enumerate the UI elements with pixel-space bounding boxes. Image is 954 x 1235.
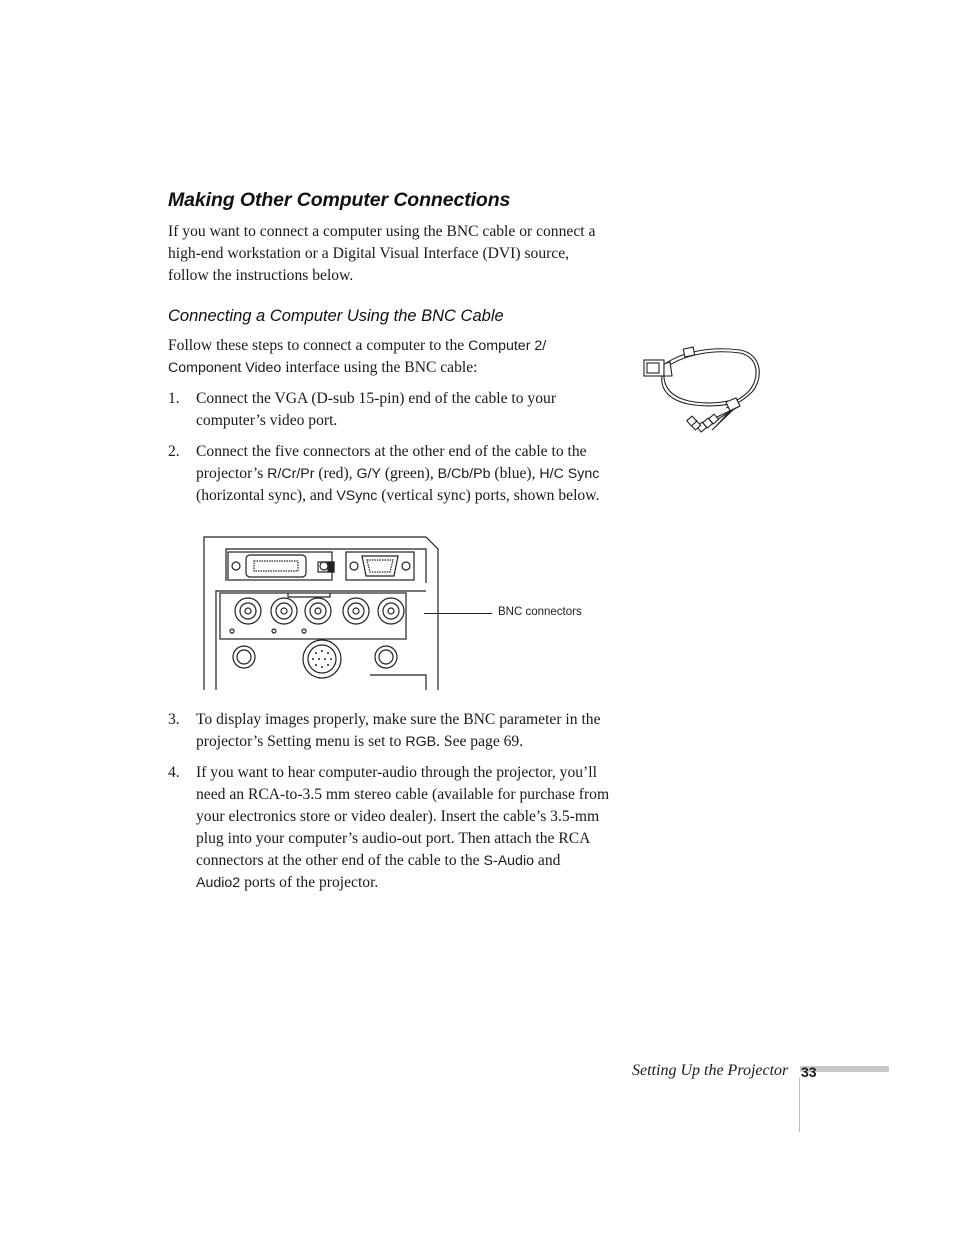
port-name: VSync bbox=[336, 488, 378, 504]
step-text: (horizontal sync), and bbox=[196, 487, 337, 504]
subsection-title: Connecting a Computer Using the BNC Cable bbox=[168, 307, 504, 325]
section-title: Making Other Computer Connections bbox=[168, 189, 511, 211]
step-text: projector’s Setting menu is set to bbox=[196, 733, 406, 750]
port-name: Audio2 bbox=[196, 875, 241, 891]
intro-line: high-end workstation or a Digital Visual Interface (DVI) source, bbox=[168, 245, 570, 262]
page-number: 33 bbox=[801, 1064, 817, 1080]
step-1-text bbox=[196, 388, 556, 432]
port-name: H/C Sync bbox=[539, 466, 600, 482]
step-text: and bbox=[534, 852, 561, 869]
footer-chapter-title: Setting Up the Projector bbox=[632, 1062, 789, 1079]
footer-divider bbox=[799, 1078, 800, 1132]
step-line: Connect the VGA (D-sub 15-pin) end of the cable to your bbox=[196, 390, 557, 407]
port-name: S-Audio bbox=[483, 853, 534, 869]
step-3-text bbox=[196, 709, 601, 753]
port-name: Computer 2/ bbox=[468, 338, 547, 354]
step-text: (blue), bbox=[490, 465, 540, 482]
step-number: 1. bbox=[168, 390, 180, 407]
port-name: R/Cr/Pr bbox=[267, 466, 315, 482]
follow-text: Follow these steps to connect a computer to the bbox=[168, 337, 469, 354]
step-2-text bbox=[196, 441, 599, 507]
step-text: connectors at the other end of the cable to the bbox=[196, 852, 484, 869]
step-text: projector’s bbox=[196, 465, 268, 482]
step-line: computer’s video port. bbox=[196, 412, 338, 429]
step-line: If you want to hear computer-audio through the projector, you’ll bbox=[196, 764, 597, 781]
intro-line: If you want to connect a computer using the BNC cable or connect a bbox=[168, 223, 596, 240]
port-name: B/Cb/Pb bbox=[437, 466, 491, 482]
follow-paragraph bbox=[168, 335, 546, 379]
port-name: Component Video bbox=[168, 360, 282, 376]
callout-line bbox=[424, 613, 492, 614]
step-text: ports of the projector. bbox=[240, 874, 379, 891]
projector-panel-diagram bbox=[200, 535, 444, 691]
bnc-connectors-callout: BNC connectors bbox=[498, 606, 582, 618]
step-number: 2. bbox=[168, 443, 180, 460]
step-line: plug into your computer’s audio-out port. Then attach the RCA bbox=[196, 830, 591, 847]
step-4-text bbox=[196, 762, 609, 894]
step-line: Connect the five connectors at the other end of the cable to the bbox=[196, 443, 587, 460]
step-text: . See page 69. bbox=[436, 733, 524, 750]
step-text: (red), bbox=[314, 465, 357, 482]
step-line: your electronics store or video dealer). Insert the cable’s 3.5-mm bbox=[196, 808, 600, 825]
step-line: To display images properly, make sure the BNC parameter in the bbox=[196, 711, 601, 728]
follow-text: interface using the BNC cable: bbox=[281, 359, 478, 376]
step-line: need an RCA-to-3.5 mm stereo cable (available for purchase from bbox=[196, 786, 610, 803]
step-number: 4. bbox=[168, 764, 180, 781]
step-text: (green), bbox=[380, 465, 438, 482]
step-number: 3. bbox=[168, 711, 180, 728]
port-name: G/Y bbox=[356, 466, 381, 482]
intro-line: follow the instructions below. bbox=[168, 267, 354, 284]
step-text: (vertical sync) ports, shown below. bbox=[377, 487, 600, 504]
intro-paragraph bbox=[168, 221, 595, 287]
bnc-cable-illustration bbox=[640, 338, 764, 434]
setting-value: RGB bbox=[405, 734, 437, 750]
